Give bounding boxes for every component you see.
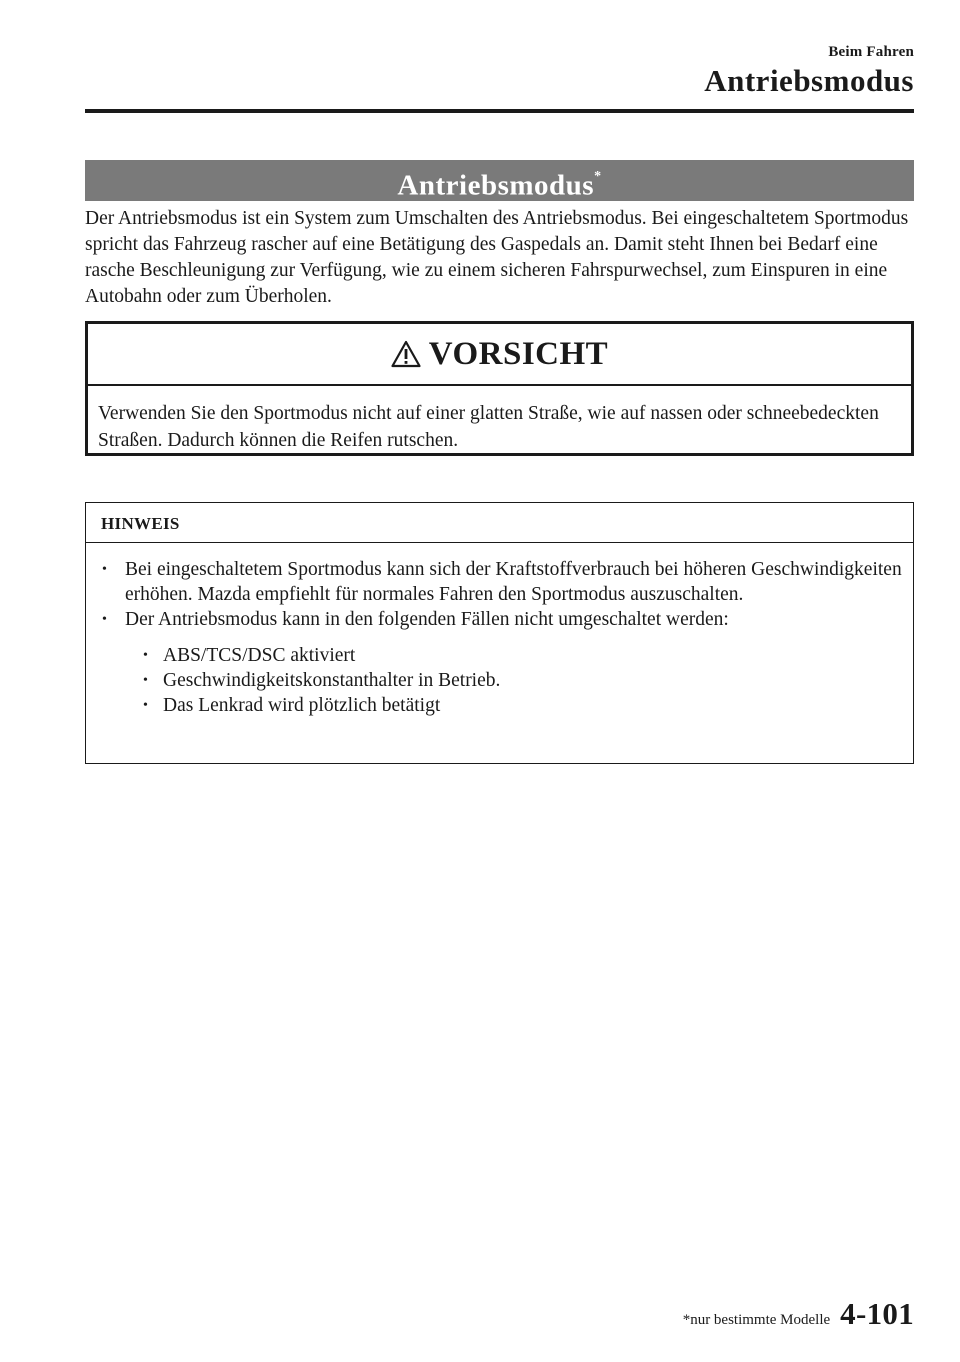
caution-box [85, 321, 914, 456]
header-rule [85, 109, 914, 113]
note-title: HINWEIS [86, 503, 913, 543]
section-title-bar [85, 160, 914, 201]
warning-triangle-icon [391, 340, 421, 368]
note-sub-list [125, 643, 903, 718]
list-item [143, 643, 903, 668]
footnote: *nur bestimmte Modelle [682, 1312, 831, 1328]
bullet: • [102, 562, 107, 577]
page-number: 4-101 [840, 1296, 914, 1331]
note-box [85, 502, 914, 764]
list-item [143, 668, 903, 693]
running-title: Antriebsmodus [704, 63, 914, 98]
sub-item-text: Das Lenkrad wird plötzlich betätigt [163, 695, 441, 716]
section-title: Antriebsmodus [397, 169, 595, 202]
list-item [100, 557, 903, 607]
caution-header [88, 324, 911, 386]
list-item [100, 607, 903, 718]
list-item [143, 693, 903, 718]
page-header [704, 44, 914, 99]
bullet: • [143, 673, 148, 688]
note-list [86, 543, 913, 718]
page-footer [683, 1296, 914, 1332]
chapter-title: Beim Fahren [828, 44, 914, 60]
intro-paragraph: Der Antriebsmodus ist ein System zum Umschalten des Antriebsmodus. Bei eingeschaltetem Sportmodus spricht das Fahrzeug rascher auf eine Betätigung des Gaspedals an. Damit steht Ihnen bei Bedarf eine rasche Beschleunigung zur Verfügung, wie zu einem sicheren Fahrspurwechsel, zum Einspuren in eine Autobahn oder zum Überholen. [85, 208, 909, 307]
model-footnote-mark: * [594, 169, 602, 184]
caution-text: Verwenden Sie den Sportmodus nicht auf einer glatten Straße, wie auf nassen oder schneebedeckten Straßen. Dadurch können die Reifen rutschen. [98, 403, 879, 451]
bullet: • [143, 648, 148, 663]
bullet: • [143, 698, 148, 713]
caution-title: VORSICHT [428, 335, 609, 372]
note-item-text: Bei eingeschaltetem Sportmodus kann sich der Kraftstoffverbrauch bei höheren Geschwindigkeiten erhöhen. Mazda empfiehlt für normales Fahren den Sportmodus auszuschalten. [125, 559, 902, 605]
sub-item-text: Geschwindigkeitskonstanthalter in Betrieb. [163, 670, 501, 691]
note-item-text: Der Antriebsmodus kann in den folgenden Fällen nicht umgeschaltet werden: [125, 609, 729, 630]
sub-item-text: ABS/TCS/DSC aktiviert [163, 645, 356, 666]
bullet: • [102, 612, 107, 627]
